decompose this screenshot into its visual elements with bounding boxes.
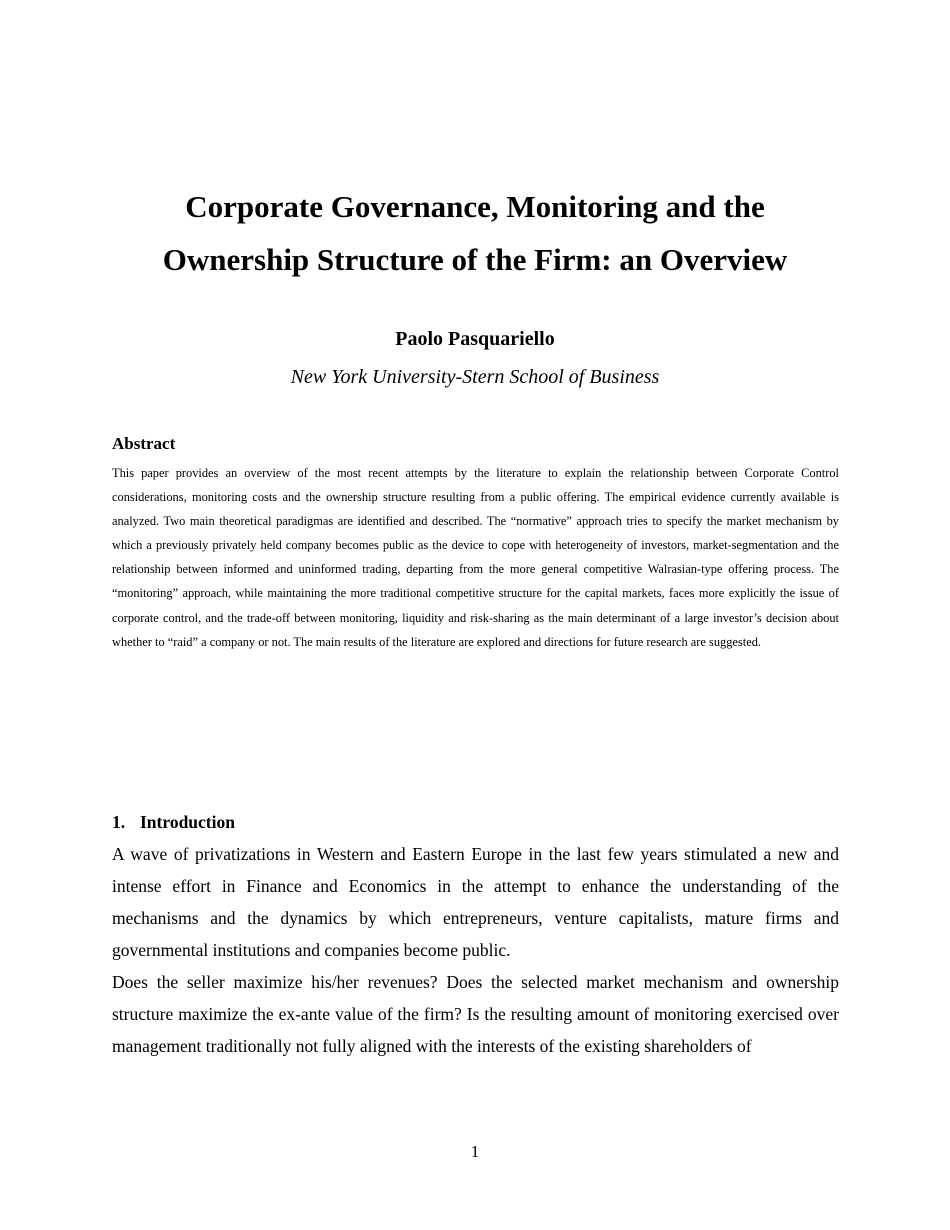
paper-title [112,180,838,286]
title-line-2: Ownership Structure of the Firm: an Overview [162,242,788,277]
paragraph: Does the seller maximize his/her revenues? Does the selected market mechanism and ownership structure maximize the ex-ante value of the firm? Is the resulting amount of monitoring exercised over management traditionally not fully aligned with the interests of the existing shareholders of [112,972,839,1056]
title-line-1: Corporate Governance, Monitoring and the [185,189,765,224]
section-title: Introduction [140,812,235,832]
abstract-heading: Abstract [112,434,176,453]
introduction-body [112,838,839,1062]
section-heading [112,810,235,834]
paragraph: A wave of privatizations in Western and Eastern Europe in the last few years stimulated a new and intense effort in Finance and Economics in the attempt to enhance the understanding of the mechanisms and the dynamics by which entrepreneurs, venture capitalists, mature firms and governmental institutions and companies become public. [112,844,839,960]
page-number: 1 [470,1142,480,1161]
author-name: Paolo Pasquariello [395,328,555,350]
section-number: 1. [112,812,126,832]
abstract-text: This paper provides an overview of the most recent attempts by the literature to explain the relationship between Corporate Control considerations, monitoring costs and the ownership structure resulting from a public offering. The empirical evidence currently available is analyzed. Two main theoretical paradigmas are identified and described. The “normative” approach tries to specify the market mechanism by which a previously privately held company becomes public as the device to cope with heterogeneity of investors, market-segmentation and the relationship between informed and uninformed trading, departing from the more general competitive Walrasian-type offering process. The “monitoring” approach, while maintaining the more traditional competitive structure for the capital markets, faces more explicitly the issue of corporate control, and the trade-off between monitoring, liquidity and risk-sharing as the main determinant of a large investor’s decision about whether to “raid” a company or not. The main results of the literature are explored and directions for future research are suggested. [112,466,839,649]
author-affiliation: New York University-Stern School of Business [290,366,660,388]
